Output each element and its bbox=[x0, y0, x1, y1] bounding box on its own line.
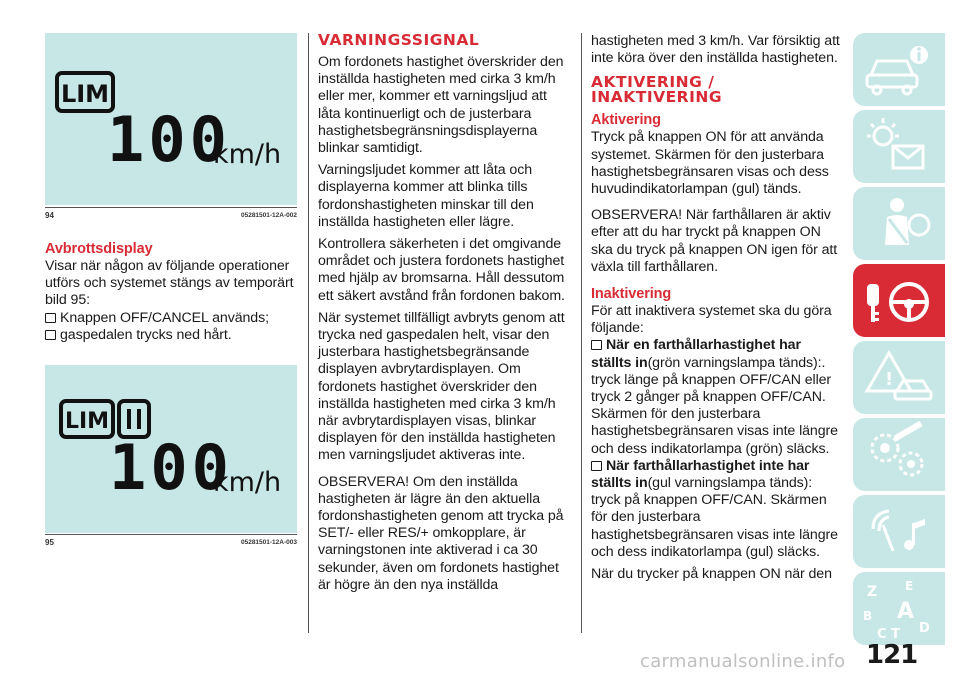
figure-94-lim-display bbox=[45, 33, 297, 205]
section-heading: VARNINGSSIGNAL bbox=[318, 31, 480, 49]
column-divider bbox=[308, 33, 309, 633]
tab-maintenance[interactable] bbox=[853, 418, 945, 491]
paragraph: Tryck på knappen ON för att använda systemet. Skärmen för den justerbara hastighetsbegränsaren visas och dess huvudindikatorlampan (gul) tänds. bbox=[591, 129, 829, 198]
alphabet-index-icon bbox=[853, 572, 945, 645]
bullet-item: Knappen OFF/CANCEL används; bbox=[45, 310, 300, 327]
car-info-icon bbox=[853, 33, 945, 106]
checkbox-bullet-icon bbox=[45, 330, 56, 340]
paragraph: Varningsljudet kommer att låta och displayerna kommer att blinka tills fordonshastigheten minskar till den inställda hastigheten eller lägre. bbox=[318, 162, 534, 230]
key-steering-wheel-icon bbox=[853, 264, 945, 337]
paragraph: OBSERVERA! När farthållaren är aktiv efter att du har tryckt på knappen ON ska du tryck på knappen ON igen för att växla till farthållaren. bbox=[591, 207, 838, 275]
lim-label: LIM bbox=[60, 80, 110, 108]
figure-94-caption bbox=[45, 207, 297, 218]
svg-text:D: D bbox=[919, 621, 930, 636]
svg-text:A: A bbox=[897, 599, 915, 624]
tab-safety[interactable] bbox=[853, 187, 945, 260]
figure-95-caption bbox=[45, 534, 297, 545]
subsection-heading: Inaktivering bbox=[591, 286, 672, 303]
checkbox-bullet-icon bbox=[45, 313, 56, 323]
section-heading: Avbrottsdisplay bbox=[45, 241, 153, 257]
figure-code: 05281501-12A-002 bbox=[240, 212, 297, 219]
section-heading: AKTIVERING / INAKTIVERING bbox=[591, 73, 723, 107]
speed-value: 100 bbox=[107, 103, 231, 176]
paragraph: Visar när någon av följande operationer utförs och systemet stängs av temporärt bild 95: bbox=[45, 258, 294, 309]
paragraph: OBSERVERA! Om den inställda hastigheten är lägre än den aktuella fordonshastigheten genom att trycka på SET/- eller RES/+ omkopplare, är varningstonen inte aktiverad i ca 30 sekunder, även om fordonets hastighet är högre än den nya inställda bbox=[318, 473, 564, 593]
figure-number: 95 bbox=[45, 538, 54, 547]
svg-text:E: E bbox=[905, 579, 914, 593]
speed-unit: km/h bbox=[213, 139, 282, 170]
lim-label: LIM bbox=[64, 409, 110, 434]
seatbelt-airbag-icon bbox=[853, 187, 945, 260]
paragraph: När du trycker på knappen ON när den bbox=[591, 566, 832, 583]
tab-emergency[interactable] bbox=[853, 341, 945, 414]
chapter-tabs bbox=[853, 33, 945, 649]
tab-starting-driving[interactable] bbox=[853, 264, 945, 337]
lights-message-icon bbox=[853, 110, 945, 183]
checkbox-bullet-icon bbox=[591, 340, 602, 350]
paragraph: Kontrollera säkerheten i det omgivande området och justera fordonets hastighet med hjälp av bromsarna. Håll dessutom ett säkert avstånd från fordonen bakom. bbox=[318, 236, 565, 304]
paragraph: För att inaktivera systemet ska du göra följande: bbox=[591, 303, 832, 337]
column-1 bbox=[45, 240, 300, 344]
warning-triangle-car-icon bbox=[853, 341, 945, 414]
paragraph: När systemet tillfälligt avbryts genom att trycka ned gaspedalen helt, visar den justerbara hastighetsbegränsande displayen avbrytardisplayen. Om fordonets hastighet överskrider den inställda hastigheten med cirka 3 km/h när avbrytardisplayen visas, blinkar displayen för den inställda hastigheten men varningsljudet aktiveras inte. bbox=[318, 309, 565, 464]
subsection-heading: Aktivering bbox=[591, 112, 661, 129]
tab-multimedia[interactable] bbox=[853, 495, 945, 568]
figure-95-lim-pause-display bbox=[45, 365, 297, 533]
tab-index[interactable] bbox=[853, 572, 945, 645]
column-divider bbox=[581, 33, 582, 633]
figure-code: 05281501-12A-003 bbox=[240, 539, 297, 546]
antenna-music-icon bbox=[853, 495, 945, 568]
checkbox-bullet-icon bbox=[591, 461, 602, 471]
gears-maintenance-icon bbox=[853, 418, 945, 491]
speed-unit: km/h bbox=[213, 467, 282, 498]
lim-speed-display-graphic bbox=[45, 33, 297, 205]
tab-car-info[interactable] bbox=[853, 33, 945, 106]
svg-text:B: B bbox=[863, 609, 873, 623]
svg-text:Z: Z bbox=[867, 584, 878, 600]
tab-lights-messages[interactable] bbox=[853, 110, 945, 183]
svg-text:T: T bbox=[891, 627, 900, 642]
watermark: carmanualsonline.info bbox=[640, 651, 846, 672]
lim-pause-display-graphic bbox=[45, 365, 297, 533]
svg-text:C: C bbox=[877, 627, 887, 642]
column-2 bbox=[318, 33, 573, 599]
svg-text:!: ! bbox=[885, 369, 894, 390]
page-number: 121 bbox=[866, 640, 918, 670]
bullet-item: När en farthållarhastighet har ställts in(grön varningslampa tänds):. tryck länge på knappen OFF/CAN eller tryck 2 gånger på knappen OFF/CAN. Skärmen för den justerbara hastighetsbegränsaren visas inte längre och dess indikatorlampa (grön) släcks. bbox=[591, 337, 838, 457]
column-3 bbox=[591, 33, 841, 588]
speed-value: 100 bbox=[109, 431, 233, 504]
paragraph: hastigheten med 3 km/h. Var försiktig att inte köra över den inställda hastigheten. bbox=[591, 33, 840, 67]
paragraph: Om fordonets hastighet överskrider den inställda hastigheten med cirka 3 km/h eller mer, kommer ett varningsljud att låta kontinuerligt och de justerbara hastighetsbegränsningsdisplayerna blinkar samtidigt. bbox=[318, 54, 564, 157]
figure-number: 94 bbox=[45, 211, 54, 220]
bullet-item: När farthållarhastighet inte har ställts in(gul varningslampa tänds): tryck på knappen OFF/CAN. Skärmen för den justerbara hastighetsbegränsaren visas inte längre och dess indikatorlampa (gul) släcks. bbox=[591, 457, 838, 560]
bullet-item: gaspedalen trycks ned hårt. bbox=[45, 327, 300, 344]
